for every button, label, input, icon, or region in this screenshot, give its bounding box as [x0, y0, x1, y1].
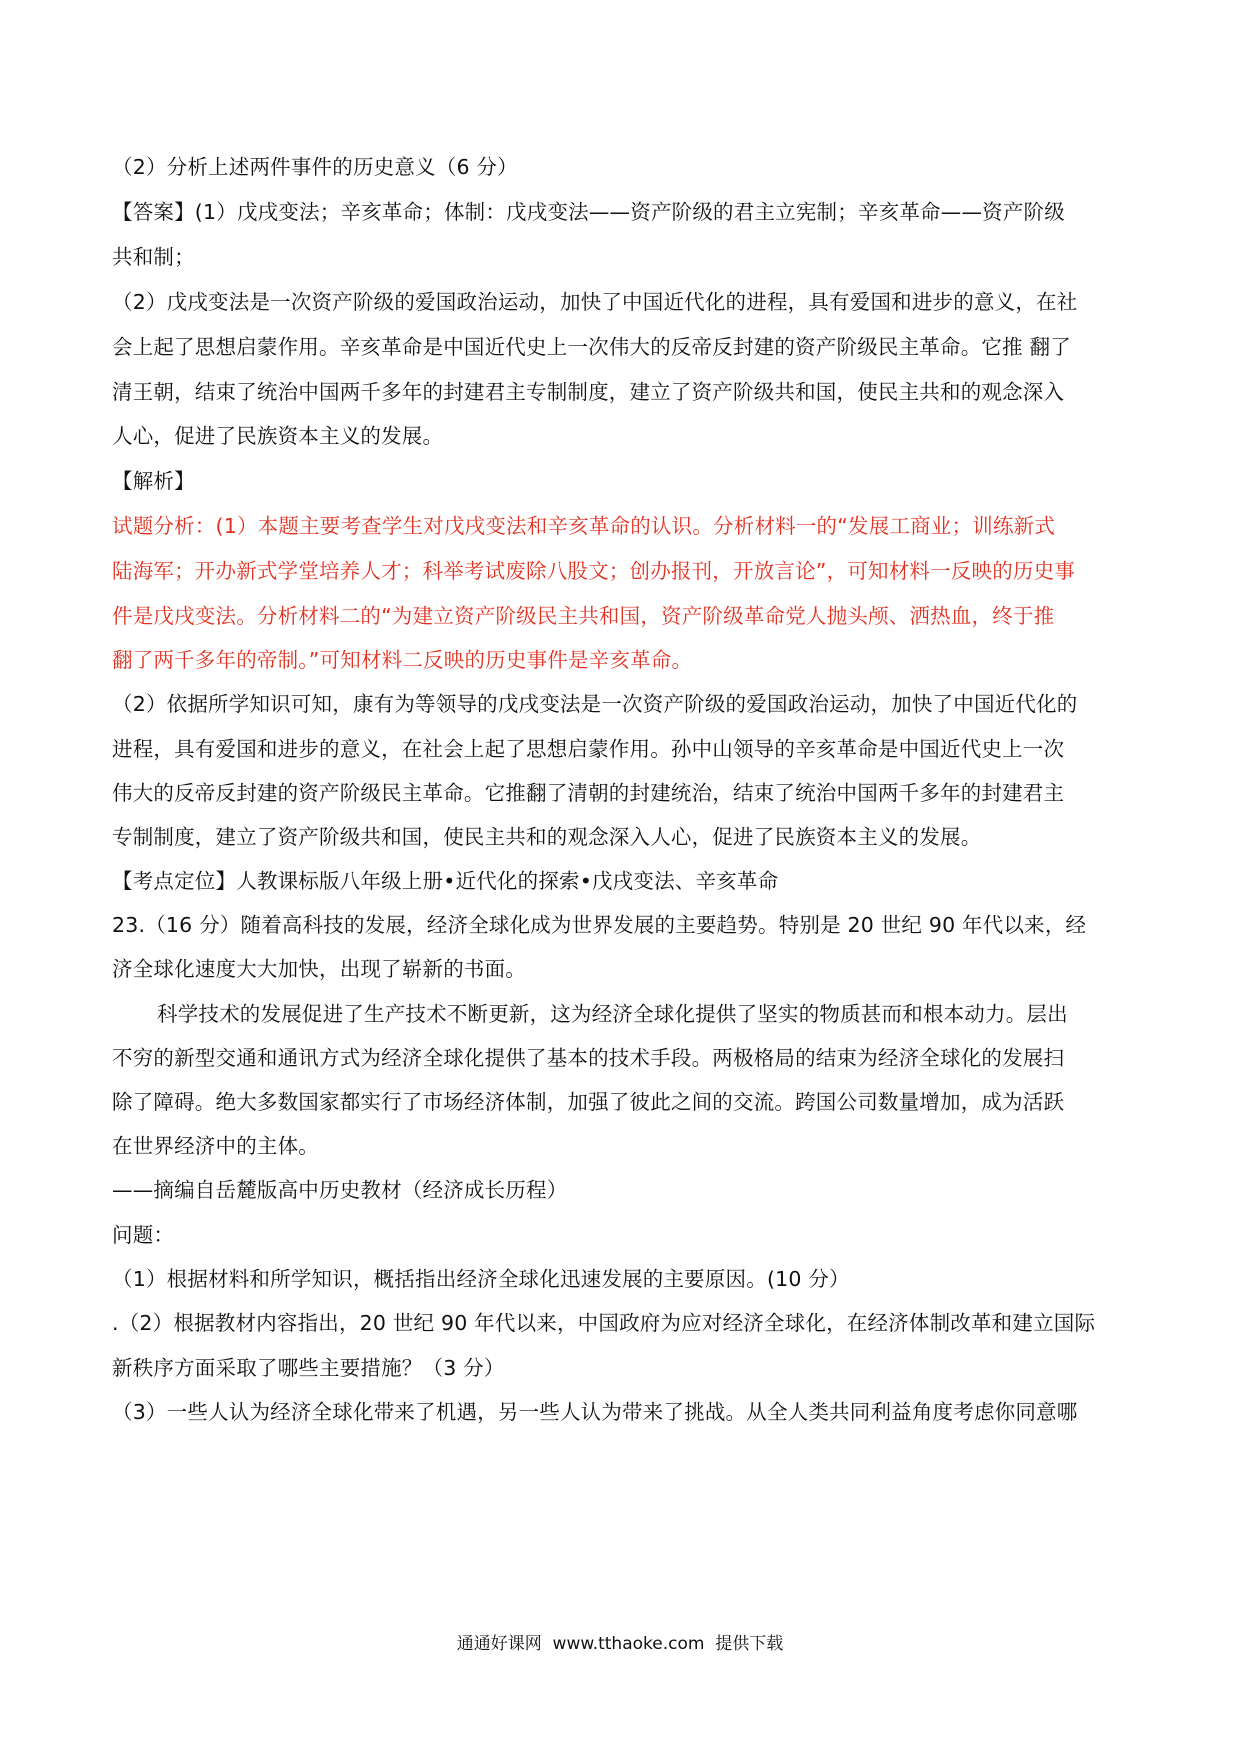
analysis-line-8: 专制制度，建立了资产阶级共和国，使民主共和的观念深入人心，促进了民族资本主义的发展。	[112, 825, 982, 849]
answer-line-4: 会上起了思想启蒙作用。辛亥革命是中国近代史上一次伟大的反帝反封建的资产阶级民主革命。它推 翻了	[112, 335, 1071, 359]
key-point-location: 【考点定位】人教课标版八年级上册•近代化的探索•戊戌变法、辛亥革命	[112, 869, 779, 893]
footer-text: 通通好课网 www.tthaoke.com 提供下载	[456, 1634, 784, 1654]
analysis-line-6: 进程，具有爱国和进步的意义，在社会上起了思想启蒙作用。孙中山领导的辛亥革命是中国近代史上一次	[112, 737, 1065, 761]
questions-heading: 问题：	[112, 1223, 175, 1247]
sub-question-2-line-1: .（2）根据教材内容指出，20 世纪 90 年代以来，中国政府为应对经济全球化，在经济体制改革和建立国际	[112, 1311, 1096, 1335]
analysis-line-5: （2）依据所学知识可知，康有为等领导的戊戌变法是一次资产阶级的爱国政治运动，加快了中国近代化的	[112, 692, 1078, 716]
answer-line-5: 清王朝，结束了统治中国两千多年的封建君主专制制度，建立了资产阶级共和国，使民主共和的观念深入	[112, 380, 1065, 404]
answer-line-1: 【答案】(1）戊戌变法；辛亥革命；体制：戊戌变法——资产阶级的君主立宪制；辛亥革命——资产阶级	[112, 200, 1065, 224]
material-line-1: 科学技术的发展促进了生产技术不断更新，这为经济全球化提供了坚实的物质甚而和根本动力。层出	[157, 1002, 1068, 1026]
analysis-line-7: 伟大的反帝反封建的资产阶级民主革命。它推翻了清朝的封建统治，结束了统治中国两千多年的封建君主	[112, 781, 1065, 805]
analysis-red-line-2: 陆海军；开办新式学堂培养人才；科举考试废除八股文；创办报刊，开放言论”，可知材料一反映的历史事	[112, 559, 1076, 583]
material-source: ——摘编自岳麓版高中历史教材（经济成长历程）	[112, 1178, 568, 1202]
sub-question-3-line-1: （3）一些人认为经济全球化带来了机遇，另一些人认为带来了挑战。从全人类共同利益角度考虑你同意哪	[112, 1400, 1078, 1424]
analysis-red-line-3: 件是戊戌变法。分析材料二的“为建立资产阶级民主共和国，资产阶级革命党人抛头颅、洒热血，终于推	[112, 604, 1055, 628]
analysis-red-line-4: 翻了两千多年的帝制。”可知材料二反映的历史事件是辛亥革命。	[112, 648, 693, 672]
material-line-4: 在世界经济中的主体。	[112, 1134, 319, 1158]
answer-line-6: 人心，促进了民族资本主义的发展。	[112, 424, 444, 448]
sub-question-2-line-2: 新秩序方面采取了哪些主要措施？（3 分）	[112, 1356, 505, 1380]
material-line-2: 不穷的新型交通和通讯方式为经济全球化提供了基本的技术手段。两极格局的结束为经济全球化的发展扫	[112, 1046, 1065, 1070]
sub-question-1: （1）根据材料和所学知识，概括指出经济全球化迅速发展的主要原因。(10 分）	[112, 1267, 850, 1291]
analysis-heading: 【解析】	[112, 469, 195, 493]
page-footer	[0, 1632, 1240, 1656]
answer-line-3: （2）戊戌变法是一次资产阶级的爱国政治运动，加快了中国近代化的进程，具有爱国和进步的意义，在社	[112, 290, 1078, 314]
analysis-red-line-1: 试题分析：(1）本题主要考查学生对戊戌变法和辛亥革命的认识。分析材料一的“发展工商业；训练新式	[112, 514, 1056, 538]
question-part-2-prompt: （2）分析上述两件事件的历史意义（6 分）	[112, 155, 518, 179]
question-23-line-1: 23.（16 分）随着高科技的发展，经济全球化成为世界发展的主要趋势。特别是 20 世纪 90 年代以来，经	[112, 913, 1087, 937]
material-line-3: 除了障碍。绝大多数国家都实行了市场经济体制，加强了彼此之间的交流。跨国公司数量增加，成为活跃	[112, 1090, 1065, 1114]
question-23-line-2: 济全球化速度大大加快，出现了崭新的书面。	[112, 957, 526, 981]
answer-line-2: 共和制；	[112, 245, 195, 269]
